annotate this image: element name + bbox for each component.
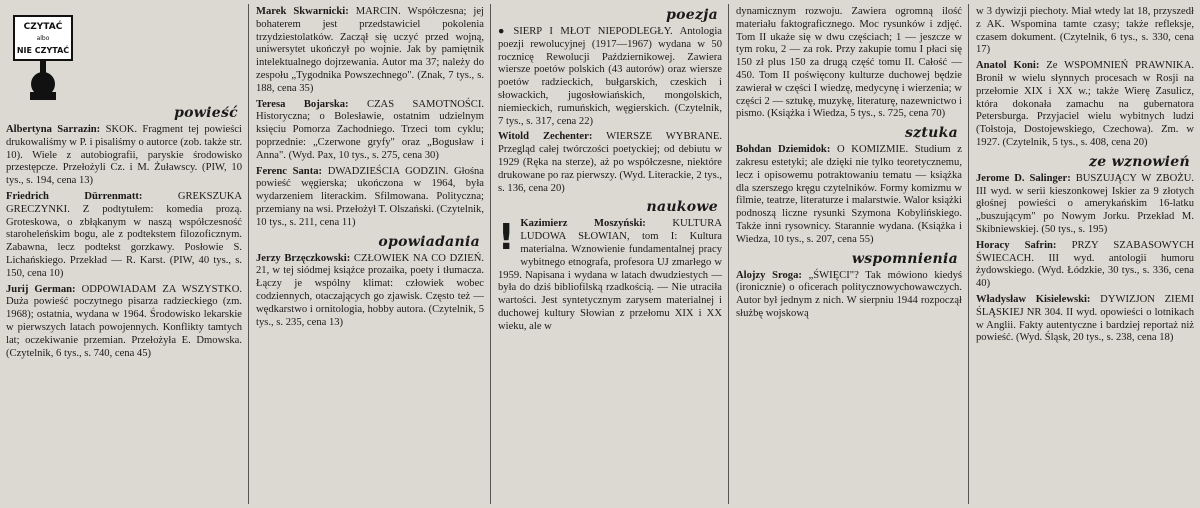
entry-text: SIERP I MŁOT NIEPODLEGŁY. Antologia poezji rewolucyjnej (1917—1967) wydana w 50 rocznicę Rewolucji Październikowej. Zawiera wiersze poetów polskich (43 autorów) oraz wiersze poetów radzieckich, bułgarskich, czeskich i słowackich, jugosłowiańskich, mongolskich, niemieckich, rumuńskich, węgierskich. (Czytelnik, 7 tys., s. 317, cena 22): [498, 26, 722, 127]
entry: [976, 6, 1194, 57]
column-1: [0, 0, 248, 508]
svg-text:albo: albo: [36, 35, 50, 42]
section-heading-ze-wznowien: ze wznowień: [1088, 153, 1190, 170]
entry-author: Albertyna Sarrazin:: [6, 124, 101, 135]
entry-author: Kazimierz Moszyński:: [520, 218, 646, 230]
entry: [6, 284, 242, 361]
section-heading-poezja: poezja: [666, 7, 718, 23]
section-heading-wspomnienia: wspomnienia: [851, 250, 958, 267]
entry-author: Ferenc Santa:: [256, 165, 323, 177]
entry-text: DYWIZJON ZIEMI ŚLĄSKIEJ NR 304. II wyd. opowieści o lotnikach w Anglii. Fakty autentyczne i bardziej reportaż niż powieść. (Wyd. Śląsk, 20 tys., s. 238, cena 18): [976, 293, 1195, 344]
entry: [256, 166, 484, 230]
column-2: [250, 0, 490, 508]
entry-text: w 3 dywizji piechoty. Miał wtedy lat 18, przyszedł z AK. Wspomina tamte czasy; także refleksje, czasem dokument. (Czytelnik, 6 tys., s. 330, cena 17): [976, 6, 1194, 56]
column-rule: [248, 4, 249, 504]
entry-author: Anatol Koni:: [976, 60, 1040, 72]
svg-text:NIE CZYTAĆ: NIE CZYTAĆ: [16, 46, 70, 55]
column-4: [730, 0, 968, 508]
exclamation-icon: !: [498, 217, 515, 259]
entry-author: Marek Skwarnicki:: [256, 6, 349, 17]
entry-author: Witold Zechenter:: [498, 131, 593, 143]
section-heading-opowiadania: opowiadania: [378, 233, 480, 250]
entry-author: Jerome D. Salinger:: [976, 172, 1071, 184]
entry-author: Friedrich Dürrenmatt:: [6, 190, 143, 202]
section-heading-powiesc: powieść: [174, 105, 238, 121]
entry: [256, 253, 484, 330]
entry: [6, 191, 242, 281]
entry: [736, 144, 962, 246]
entry: [6, 124, 242, 188]
column-5: [970, 0, 1200, 508]
entry: [976, 173, 1194, 237]
entry: [256, 6, 484, 96]
entry-author: Jurij German:: [6, 283, 76, 295]
column-rule: [728, 4, 729, 504]
entry-author: Jerzy Brzęczkowski:: [256, 252, 351, 264]
bullet-icon: ●: [498, 26, 510, 37]
entry-text: KULTURA LUDOWA SŁOWIAN, tom I: Kultura materialna. Wznowienie fundamentalnej pracy wybitnego etnografa, profesora UJ zmarłego w 1959. Napisana i wydana w latach dwudziestych — była do dziś bibliofilską rzadkością. — Nie utraciła wartości. Jest syntetycznym zarysem materialnej i duchowej kultury Słowian z przełomu XIX i XX wieku, ale w: [498, 218, 722, 332]
entry: [736, 6, 962, 121]
entry-text: Ze WSPOMNIEŃ PRAWNIKA. Bronił w wielu słynnych procesach w Rosji na przełomie XIX i XX w.; także Wierę Zasulicz, która dokonała zamachu na gubernatora Petersburga. Przyjaciel wielu wybitnych ludzi (Tołstoja, Dostojewskiego, Czechowa). Zm. w 1927. (Czytelnik, 5 tys., s. 408, cena 20): [976, 60, 1194, 148]
entry-author: Władysław Kisielewski:: [976, 293, 1091, 305]
entry-text: dynamicznym rozwoju. Zawiera ogromną ilość materiału faktograficznego. Moc rysunków i zdjęć. Tom II ukaże się w dwu częściach; 1 — jeszcze w tym roku, 2 — za rok. Przy zakupie tomu I płaci się 150 zł plus 150 za drugą część tomu II. Całość — 450. Tom II poświęcony kulturze duchowej będzie zawierał w części I wiedzę, medycynę i wierzenia; w części 2 — sztukę, muzykę, literaturę, nazewnictwo i pismo. (Książka i Wiedza, 5 tys., s. 725, cena 70): [736, 6, 962, 120]
entry: [976, 240, 1194, 291]
entry-author: Horacy Safrin:: [976, 239, 1057, 251]
section-heading-naukowe: naukowe: [646, 199, 718, 216]
entry-text: BUSZUJĄCY W ZBOŻU. III wyd. w serii kieszonkowej Iskier za 9 złotych głośnej powieści o amerykańskim 16-latku „buszującym" po Nowym Jorku. Przekład M. Skibniewskiej. (50 tys., s. 195): [976, 172, 1194, 235]
column-rule: [968, 4, 969, 504]
column-3: [492, 0, 728, 508]
entry-text: DWADZIEŚCIA GODZIN. Głośna powieść węgierska; ukończona w 1964, była wydarzeniem literackim. Sfilmowana. Polityczna; przemiany na wsi. Przełożył T. Olszański. (Czytelnik, 10 tys., s. 211, cena 11): [256, 165, 485, 228]
entry: [736, 270, 962, 321]
entry-text: CZAS SAMOTNOŚCI. Historyczna; o Bolesławie, ostatnim udzielnym księciu Pomorza Zachodniego. Trzeci tom cyklu; poprzednie: „Czerwone gryfy" oraz „Bogusław i Anna". (Wyd. Pax, 10 tys., s. 275, cena 30): [256, 98, 485, 161]
entry-text: GREKSZUKA GRECZYNKI. Z podtytułem: komedia prozą. Groteskowa, o zbłąkanym w naszą współczesność staroheleńskim bogu, ale z podtekstem filozoficznym. Zabawna, lecz podtekst gorzkawy. Posłowie S. Lichańskiego. Przekład — R. Karst. (PIW, 40 tys., s. 150, cena 10): [6, 190, 242, 279]
entry: [498, 131, 722, 195]
entry-text: CZŁOWIEK NA CO DZIEŃ. 21, w tej siódmej książce prozaika, poety i tłumacza. Łączy je wspólny klimat: człowiek wobec codziennych, otaczających go zjawisk. Często też — wędkarstwo i ornitologia, hobby autora. (Czytelnik, 5 tys., s. 235, cena 13): [256, 252, 485, 328]
entry-text: WIERSZE WYBRANE. Przegląd całej twórczości poetyckiej; od debiutu w 1929 (Ręka na sterze), aż po współczesne, niektóre drukowane po raz pierwszy. (Wyd. Literackie, 2 tys., s. 136, cena 20): [498, 131, 723, 194]
czytac-logo-icon: [10, 12, 76, 102]
entry-text: „ŚWIĘCI"? Tak mówiono kiedyś (ironicznie) o oficerach politycznowychowawczych. Autor był jednym z nich. W sierpniu 1944 rozpoczął służbę wojskową: [736, 269, 962, 319]
entry: [498, 26, 722, 128]
section-heading-sztuka: sztuka: [904, 125, 958, 142]
logo-text: CZYTAĆ: [23, 22, 63, 32]
entry-text: MARCIN. Współczesna; jej bohaterem jest przedstawiciel pokolenia trzydziestolatków. Zaczął się uczyć przed wojną, uniwersytet ukończył po wojnie. Jak by pamiętnik intelektualnego dojrzewania. Autor ma 37; należy do zespołu „Tygodnika Powszechnego". (Znak, 7 tys., s. 188, cena 35): [256, 6, 484, 94]
entry: [256, 99, 484, 163]
entry-author: Teresa Bojarska:: [256, 98, 349, 110]
entry: [976, 60, 1194, 150]
entry-text: ODPOWIADAM ZA WSZYSTKO. Duża powieść poczytnego pisarza radzieckiego (zm. 1968); ostatnia, wydana w 1964. Środowisko lekarskie w pierwszych latach powojennych. Konflikty tamtych lat; oczekiwanie przemian. Przełożyła E. Dmowska. (Czytelnik, 6 tys., s. 740, cena 45): [6, 283, 242, 359]
entry-author: Alojzy Sroga:: [736, 269, 802, 281]
entry-text: SKOK. Fragment tej powieści drukowaliśmy w P. i pisaliśmy o autorce (zob. także str. 10). Wiele z autobiografii, paryskie środowisko przestępcze. Przełożyli Cz. i M. Żuławscy. (PIW, 10 tys., s. 194, cena 13): [6, 124, 242, 187]
entry: [498, 218, 722, 333]
entry-text: PRZY SZABASOWYCH ŚWIECACH. III wyd. antologii humoru żydowskiego. (Wyd. Łódzkie, 30 tys., s. 336, cena 40): [976, 239, 1194, 290]
entry-author: Bohdan Dziemidok:: [736, 144, 831, 156]
column-rule: [490, 4, 491, 504]
entry-text: O KOMIZMIE. Studium z zakresu estetyki; ale dzięki nie tylko teoretycznemu, lecz i opisowemu potraktowaniu tematu — książka dla szerszego kręgu czytelników. Formy komizmu w filmie, teatrze, literaturze i malarstwie. Walor książki podnoszą liczne rysunki Szymona Kobylińskiego. Także inni rysownicy. Starannie wydana. (Książka i Wiedza, 10 tys., s. 207, cena 55): [736, 144, 962, 245]
entry: [976, 294, 1194, 345]
